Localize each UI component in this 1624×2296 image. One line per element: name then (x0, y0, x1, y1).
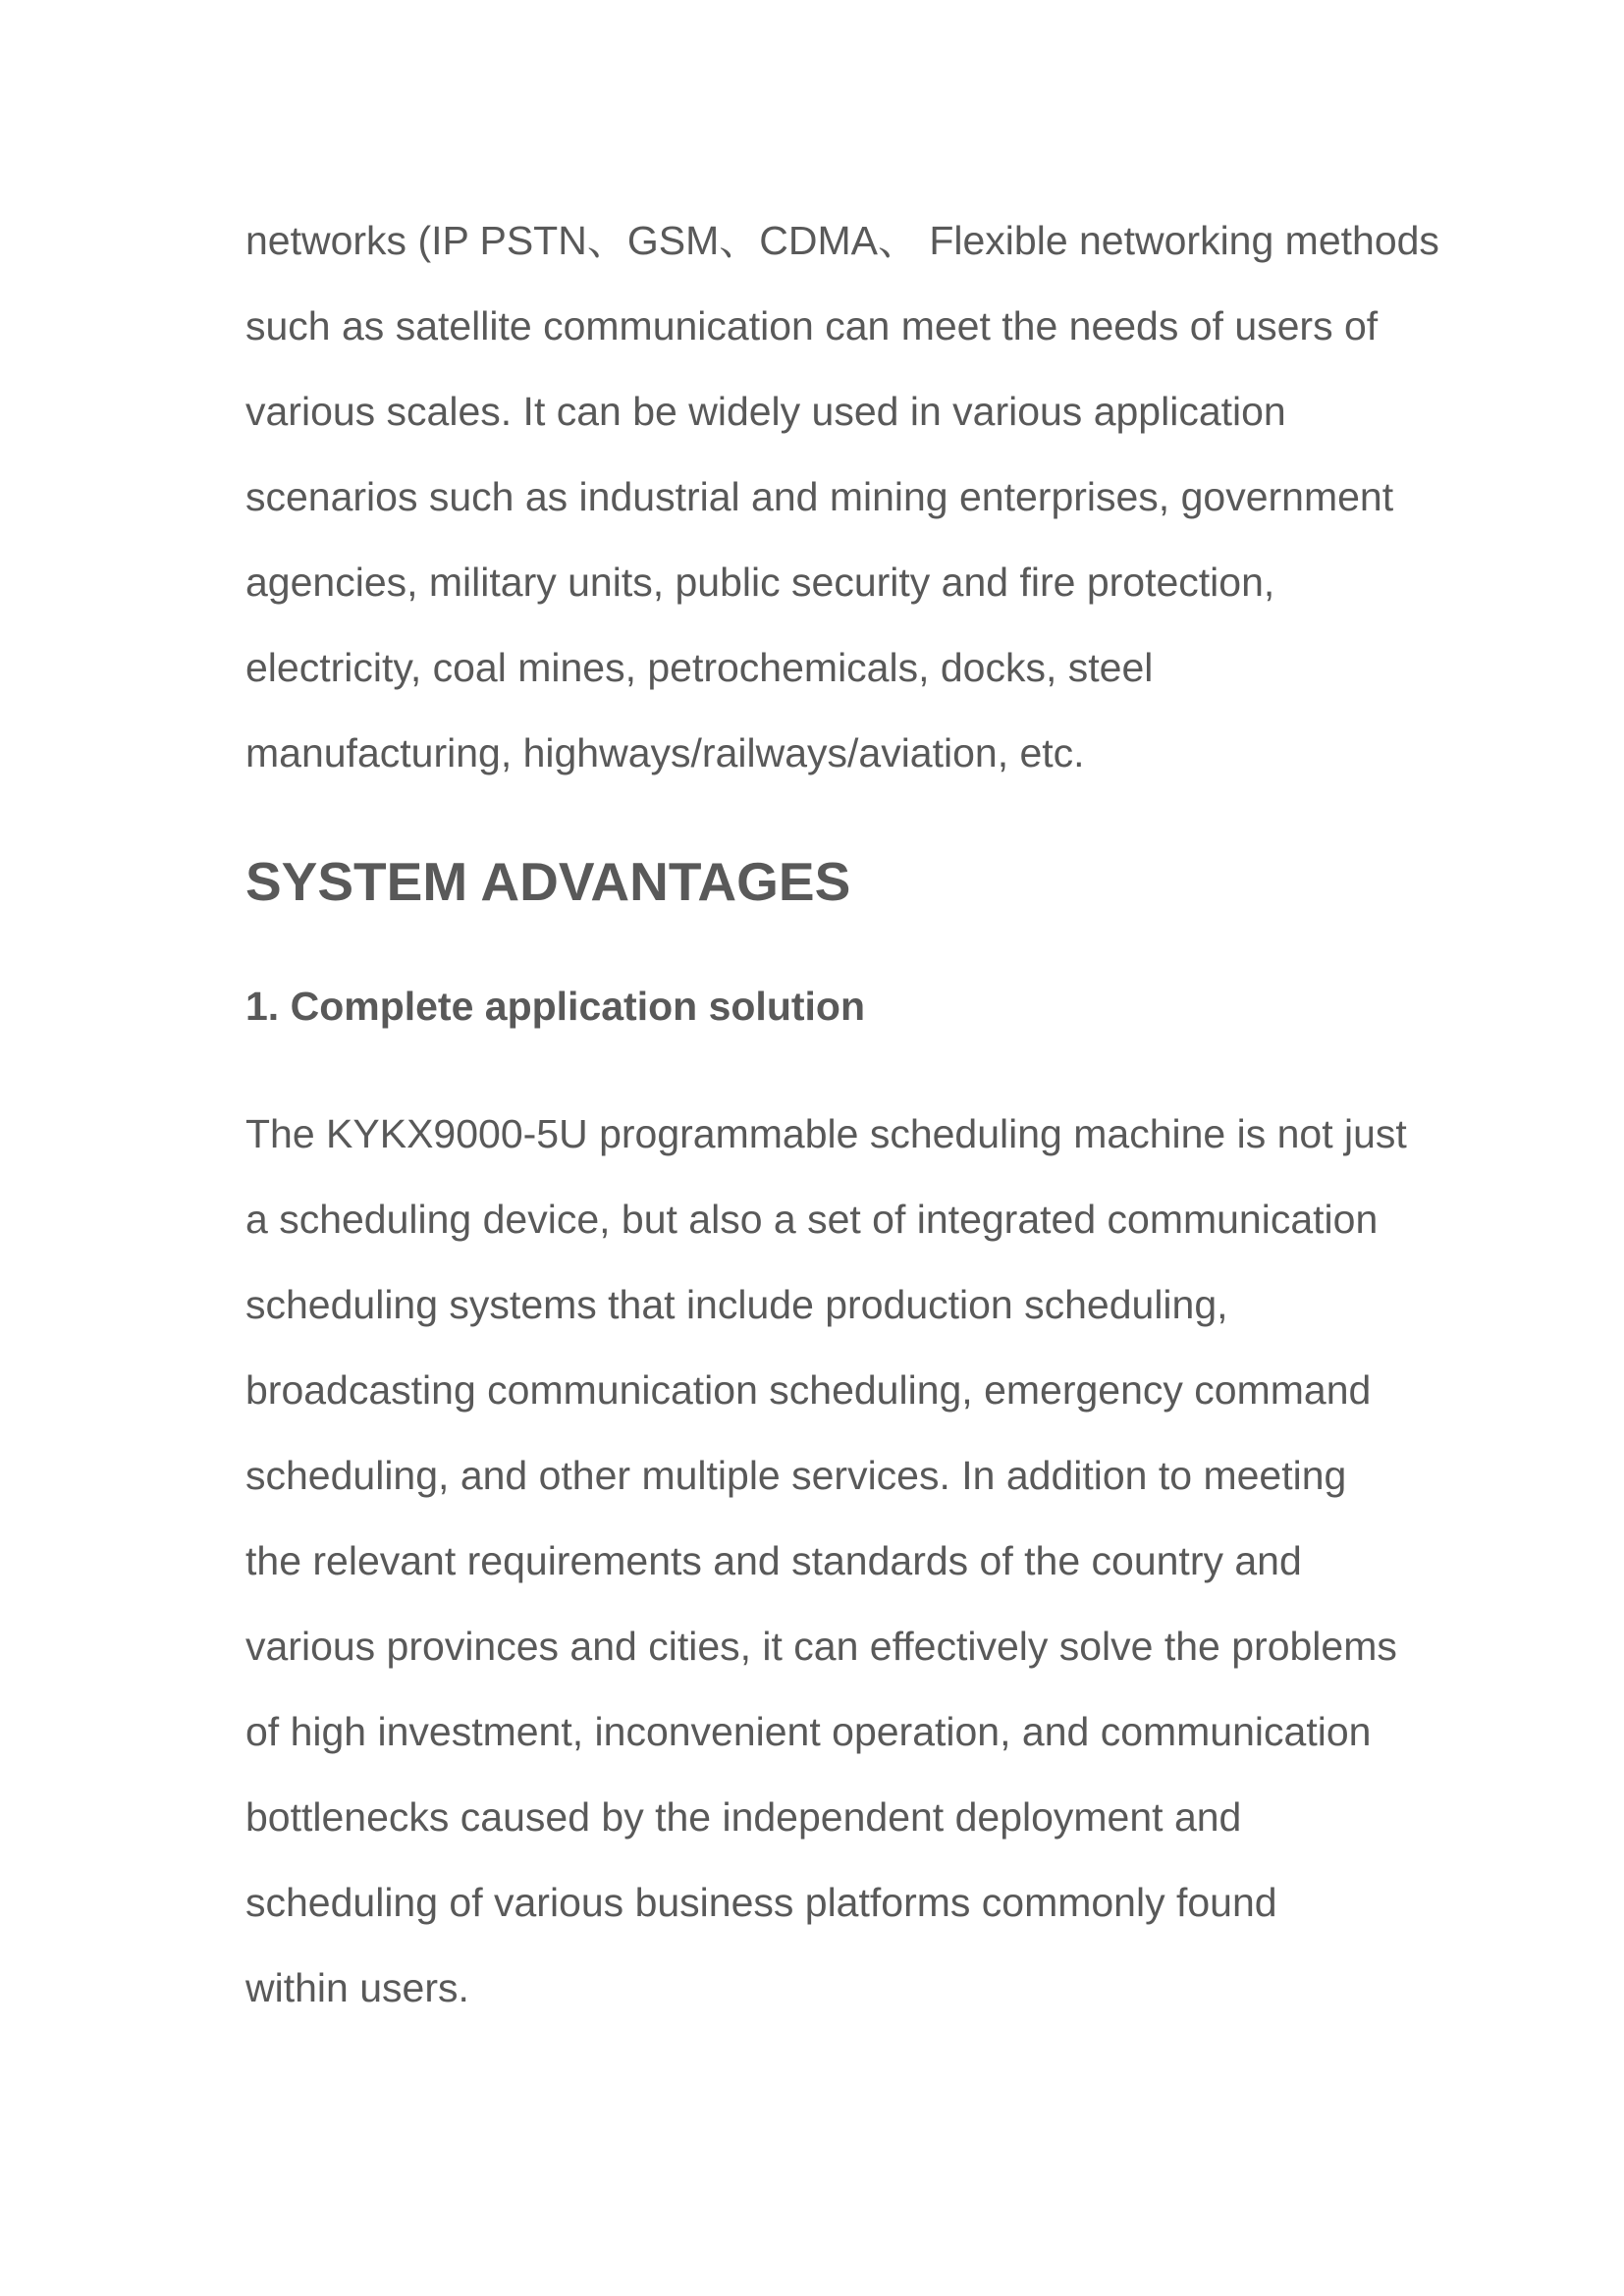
paragraph-line: scenarios such as industrial and mining enterprises, government (245, 474, 1394, 519)
paragraph-line: bottlenecks caused by the independent deployment and (245, 1794, 1242, 1840)
paragraph-line: a scheduling device, but also a set of integrated communication (245, 1197, 1379, 1242)
section-heading: SYSTEM ADVANTAGES (245, 851, 851, 912)
paragraph-line: electricity, coal mines, petrochemicals, docks, steel (245, 645, 1154, 690)
intro-paragraph (245, 198, 1439, 796)
paragraph-line: of high investment, inconvenient operation, and communication (245, 1709, 1372, 1754)
paragraph-line: manufacturing, highways/railways/aviation, etc. (245, 730, 1085, 775)
paragraph-line: The KYKX9000-5U programmable scheduling machine is not just (245, 1111, 1407, 1156)
paragraph-line: various scales. It can be widely used in various application (245, 389, 1286, 434)
paragraph-line: broadcasting communication scheduling, emergency command (245, 1367, 1372, 1413)
paragraph-line: the relevant requirements and standards of the country and (245, 1538, 1302, 1583)
paragraph-line: various provinces and cities, it can effectively solve the problems (245, 1624, 1397, 1669)
paragraph-line: scheduling of various business platforms commonly found (245, 1880, 1277, 1925)
subsection-heading: 1. Complete application solution (245, 984, 865, 1029)
paragraph-line: agencies, military units, public security and fire protection, (245, 560, 1275, 605)
paragraph-line: such as satellite communication can meet the needs of users of (245, 303, 1379, 348)
paragraph-line: networks (IP PSTN、GSM、CDMA、 Flexible networking methods (245, 218, 1439, 263)
paragraph-line: within users. (245, 1965, 469, 2010)
body-paragraph (245, 1092, 1407, 2031)
paragraph-line: scheduling systems that include production scheduling, (245, 1282, 1228, 1327)
paragraph-line: scheduling, and other multiple services. In addition to meeting (245, 1453, 1347, 1498)
